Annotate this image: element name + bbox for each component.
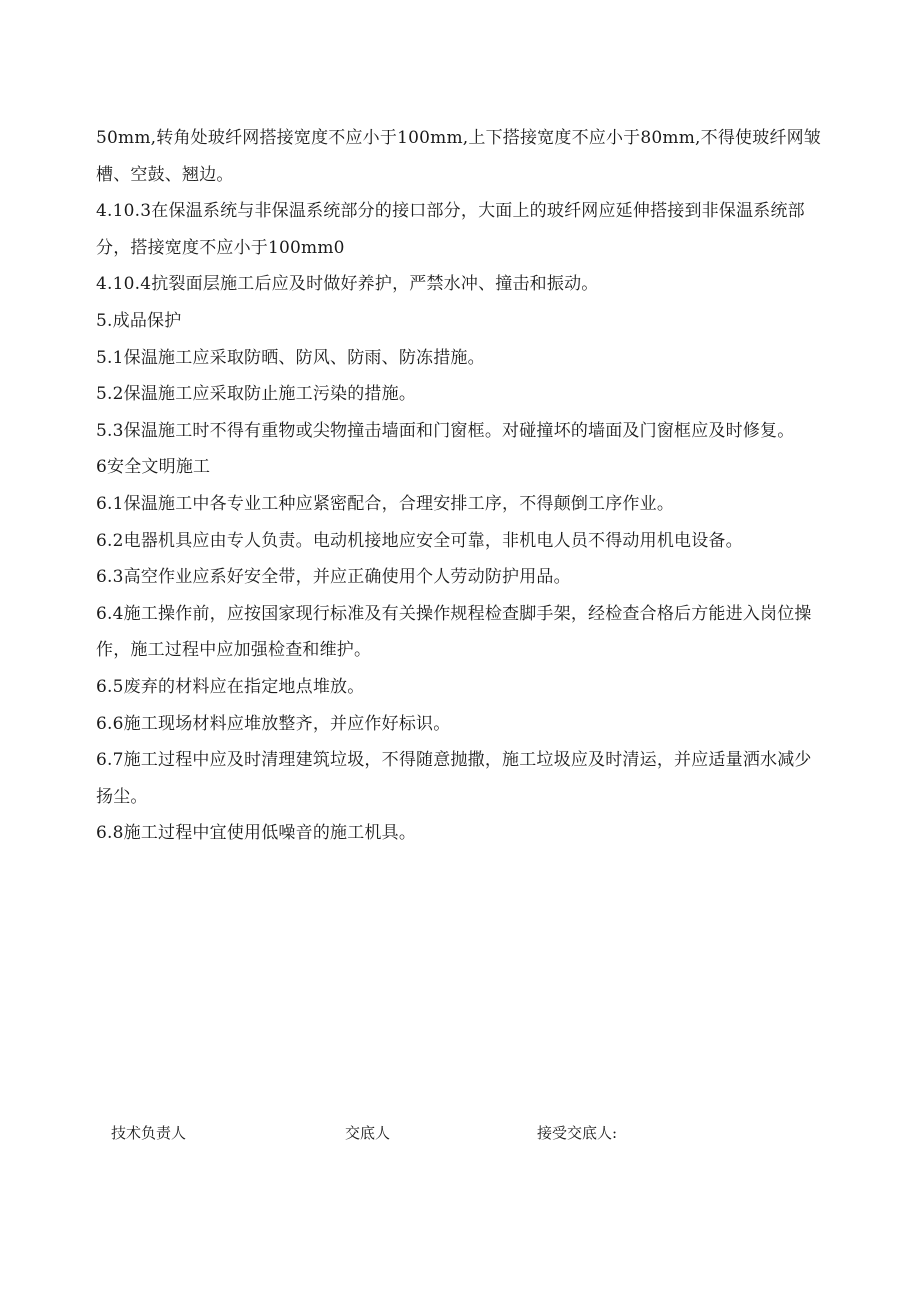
paragraph-5-1: 5.1保温施工应采取防晒、防风、防雨、防冻措施。 [96,347,485,368]
paragraph-6-4: 6.4施工操作前，应按国家现行标准及有关操作规程检查脚手架，经检查合格后方能进入岗位操作，施工过程中应加强检查和维护。 [96,603,812,661]
paragraph-5-2: 5.2保温施工应采取防止施工污染的措施。 [96,384,417,405]
paragraph-4-10-4: 4.10.4抗裂面层施工后应及时做好养护，严禁水冲、撞击和振动。 [96,274,599,295]
paragraph-6-2: 6.2电器机具应由专人负责。电动机接地应安全可靠，非机电人员不得动用机电设备。 [96,530,743,551]
paragraph-5-3: 5.3保温施工时不得有重物或尖物撞击墙面和门窗框。对碰撞坏的墙面及门窗框应及时修复。 [96,420,795,441]
paragraph-6-1: 6.1保温施工中各专业工种应紧密配合，合理安排工序，不得颠倒工序作业。 [96,493,675,514]
paragraph-6-3: 6.3高空作业应系好安全带，并应正确使用个人劳动防护用品。 [96,567,571,588]
paragraph-4-10-3: 4.10.3在保温系统与非保温系统部分的接口部分，大面上的玻纤网应延伸搭接到非保温系统部分，搭接宽度不应小于100mm0 [96,201,805,258]
section-heading-5: 5.成品保护 [96,310,182,331]
document-body [96,120,826,852]
paragraph-6-7: 6.7施工过程中应及时清理建筑垃圾，不得随意抛撒，施工垃圾应及时清运，并应适量洒水减少扬尘。 [96,750,812,807]
paragraph-mesh-overlap: 50mm,转角处玻纤网搭接宽度不应小于100mm,上下搭接宽度不应小于80mm,不得使玻纤网皱槽、空鼓、翘边。 [96,128,822,185]
paragraph-6-6: 6.6施工现场材料应堆放整齐，并应作好标识。 [96,713,451,734]
presenter-label: 交底人 [345,1124,391,1142]
section-heading-6: 6安全文明施工 [96,457,211,478]
signature-row [0,1121,920,1145]
paragraph-6-5: 6.5废弃的材料应在指定地点堆放。 [96,676,365,697]
technical-lead-label: 技术负责人 [111,1124,187,1142]
paragraph-6-8: 6.8施工过程中宜使用低噪音的施工机具。 [96,823,417,844]
receiver-label: 接受交底人: [537,1124,618,1142]
